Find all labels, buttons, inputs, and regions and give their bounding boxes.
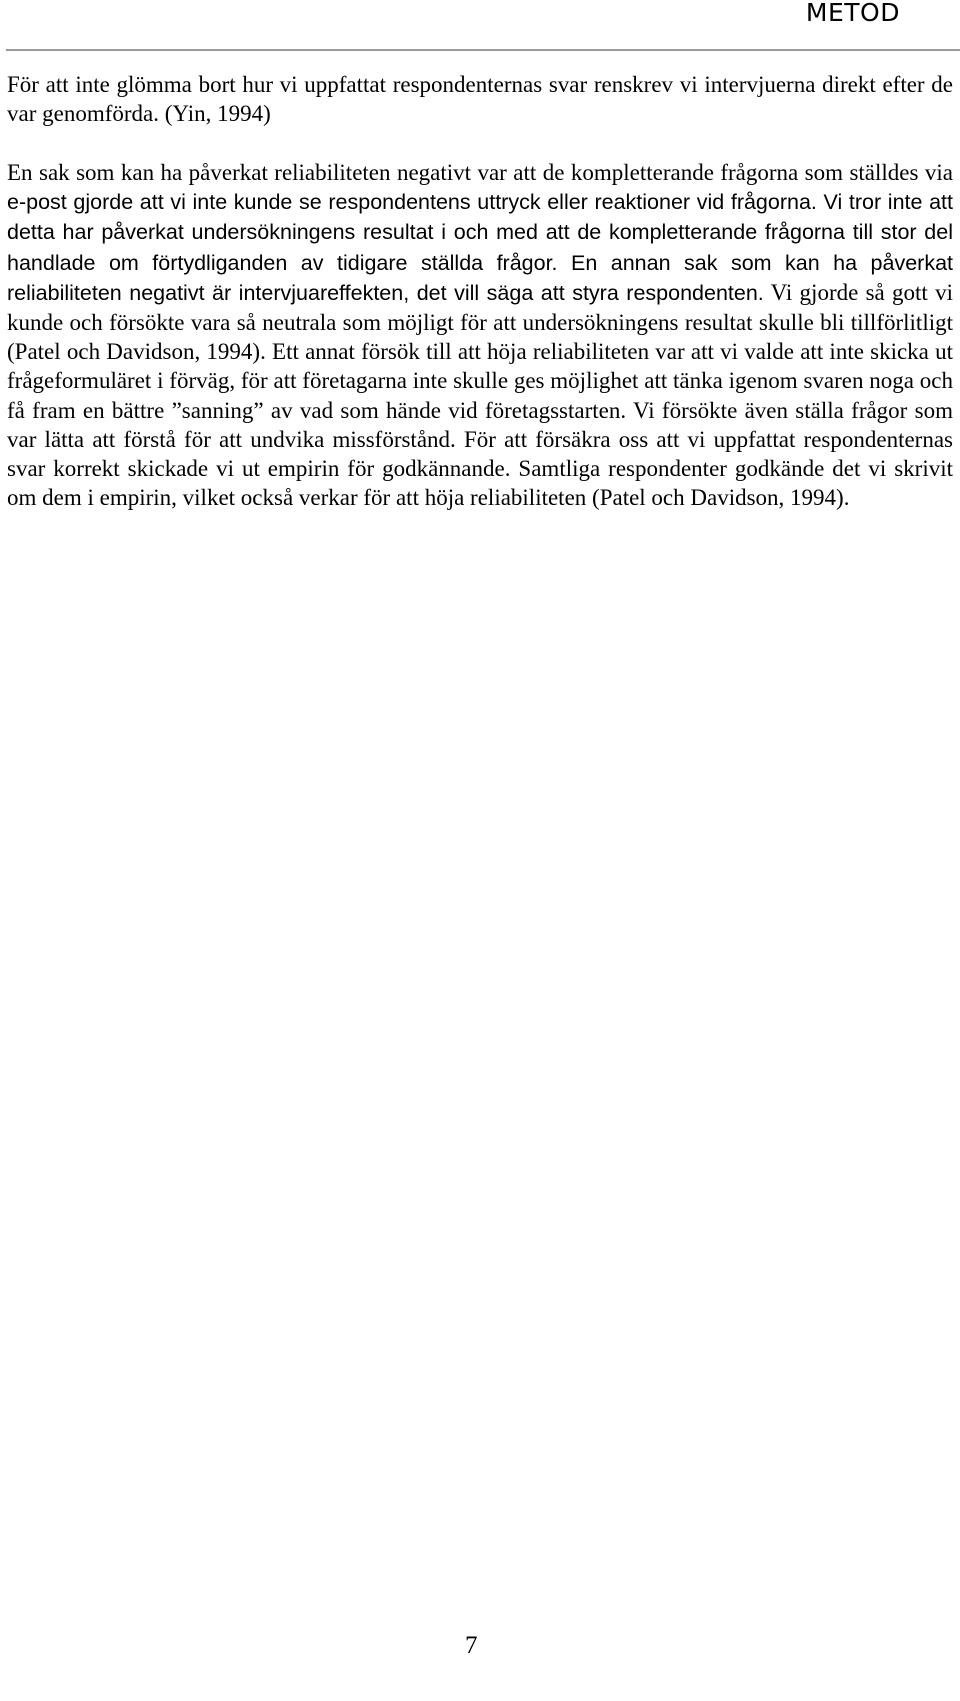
- header-title: METOD: [805, 0, 900, 27]
- paragraph-2-segment-3: Vi gjorde så gott vi kunde och försökte vara så neutrala som möjligt för att undersökningens resultat skulle bli tillförlitligt (Patel och Davidson, 1994). Ett annat försök till att höja reliabiliteten var att vi valde att inte skicka ut frågeformuläret i förväg, för att företagarna inte skulle ges möjlighet att tänka igenom svaren noga och få fram en bättre ”sanning” av vad som hände vid företagsstarten. Vi försökte även ställa frågor som var lätta att förstå för att undvika missförstånd. För att försäkra oss att vi uppfattat respondenternas svar korrekt skickade vi ut empirin för godkännande. Samtliga respondenter godkände det vi skrivit om dem i empirin, vilket också verkar för att höja reliabiliteten (Patel och Davidson, 1994).: [7, 279, 953, 511]
- page-number: 7: [465, 1632, 478, 1659]
- paragraph-2-segment-2: e-post gjorde att vi inte kunde se respondentens uttryck eller reaktioner vid frågorna. Vi tror inte att detta har påverkat undersökningens resultat i och med att de kompletterande frågorna till stor del handlade om förtydliganden av tidigare ställda frågor. En annan sak som kan ha påverkat reliabiliteten negativt är intervjuareffekten, det vill säga att styra respondenten.: [7, 190, 953, 305]
- paragraph-2: [7, 158, 953, 512]
- paragraph-1: För att inte glömma bort hur vi uppfattat respondenternas svar renskrev vi intervjuerna direkt efter de var genomförda. (Yin, 1994): [7, 72, 953, 127]
- header-divider: [6, 49, 960, 51]
- page-header: [0, 0, 960, 50]
- paragraph-2-segment-1: En sak som kan ha påverkat reliabiliteten negativt var att de kompletterande frågorna som ställdes via: [7, 160, 953, 185]
